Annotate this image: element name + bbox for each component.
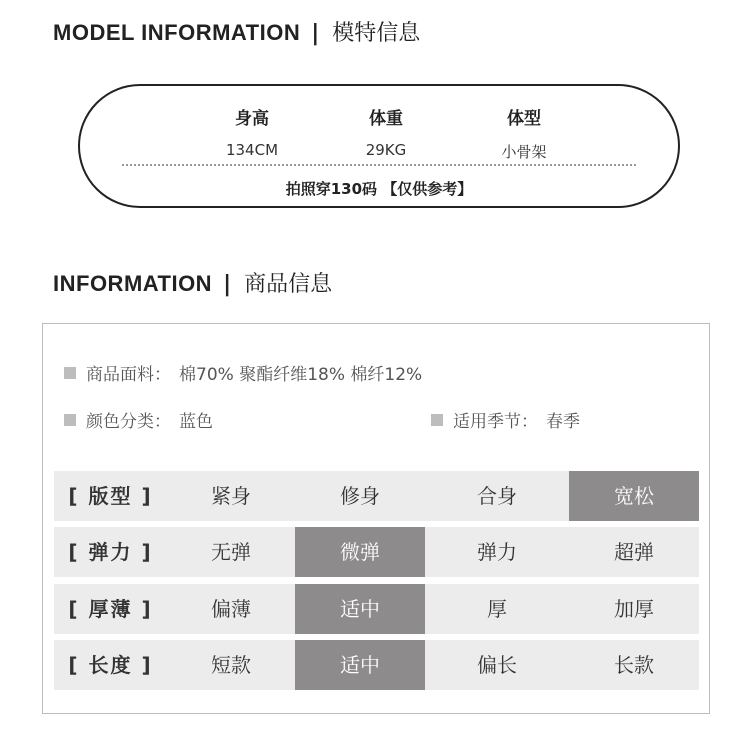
- product-info-title-cn: 商品信息: [244, 272, 333, 297]
- season-attribute: [431, 407, 580, 432]
- product-info-box: [42, 323, 710, 714]
- row-label: [ 版型 ]: [68, 484, 153, 508]
- option-cell: 加厚: [614, 597, 654, 621]
- stat-label: 体型: [507, 109, 541, 129]
- length-row: [54, 640, 699, 690]
- option-cell-selected: 宽松: [569, 471, 699, 521]
- row-label: [ 长度 ]: [68, 653, 153, 677]
- material-key: 商品面料：: [86, 365, 171, 385]
- model-stat-height: [182, 104, 322, 159]
- option-cell: 弹力: [477, 540, 517, 564]
- bullet-square-icon: [431, 414, 443, 426]
- option-cell: 短款: [211, 653, 251, 677]
- stat-value: 小骨架: [501, 143, 547, 161]
- stat-value: 29KG: [365, 141, 407, 159]
- option-cell: 超弹: [614, 540, 654, 564]
- model-info-title-en: MODEL INFORMATION: [53, 20, 301, 45]
- model-stat-body-type: [454, 104, 594, 162]
- model-stats-pill: [78, 84, 680, 208]
- model-info-separator: |: [311, 21, 320, 46]
- bullet-square-icon: [64, 367, 76, 379]
- fit-row: [54, 471, 699, 521]
- model-stat-weight: [316, 104, 456, 159]
- thickness-row: [54, 584, 699, 634]
- bullet-square-icon: [64, 414, 76, 426]
- material-attribute: [64, 360, 422, 385]
- product-info-heading: [53, 267, 332, 298]
- option-cell: 偏薄: [211, 597, 251, 621]
- model-info-title-cn: 模特信息: [332, 21, 421, 46]
- photo-size-note: 拍照穿130码 【仅供参考】: [285, 180, 473, 198]
- option-cell: 紧身: [211, 484, 251, 508]
- option-cell: 合身: [477, 484, 517, 508]
- option-cell: 厚: [487, 597, 507, 621]
- color-attribute: [64, 407, 213, 432]
- color-key: 颜色分类：: [86, 412, 171, 432]
- product-info-title-en: INFORMATION: [53, 271, 213, 296]
- season-key: 适用季节：: [453, 412, 538, 432]
- stat-label: 体重: [369, 109, 403, 129]
- option-cell-selected: 微弹: [295, 527, 425, 577]
- material-value: 棉70% 聚酯纤维18% 棉纤12%: [179, 365, 423, 385]
- option-cell: 修身: [340, 484, 380, 508]
- elasticity-row: [54, 527, 699, 577]
- option-cell: 长款: [614, 653, 654, 677]
- season-value: 春季: [546, 412, 580, 432]
- model-info-heading: [53, 16, 420, 47]
- option-cell-selected: 适中: [295, 584, 425, 634]
- color-value: 蓝色: [179, 412, 213, 432]
- option-cell: 无弹: [211, 540, 251, 564]
- stat-value: 134CM: [225, 141, 279, 159]
- row-label: [ 厚薄 ]: [68, 597, 153, 621]
- option-cell: 偏长: [477, 653, 517, 677]
- product-info-separator: |: [223, 272, 232, 297]
- option-cell-selected: 适中: [295, 640, 425, 690]
- stat-label: 身高: [235, 109, 269, 129]
- dotted-divider: [122, 164, 636, 166]
- row-label: [ 弹力 ]: [68, 540, 153, 564]
